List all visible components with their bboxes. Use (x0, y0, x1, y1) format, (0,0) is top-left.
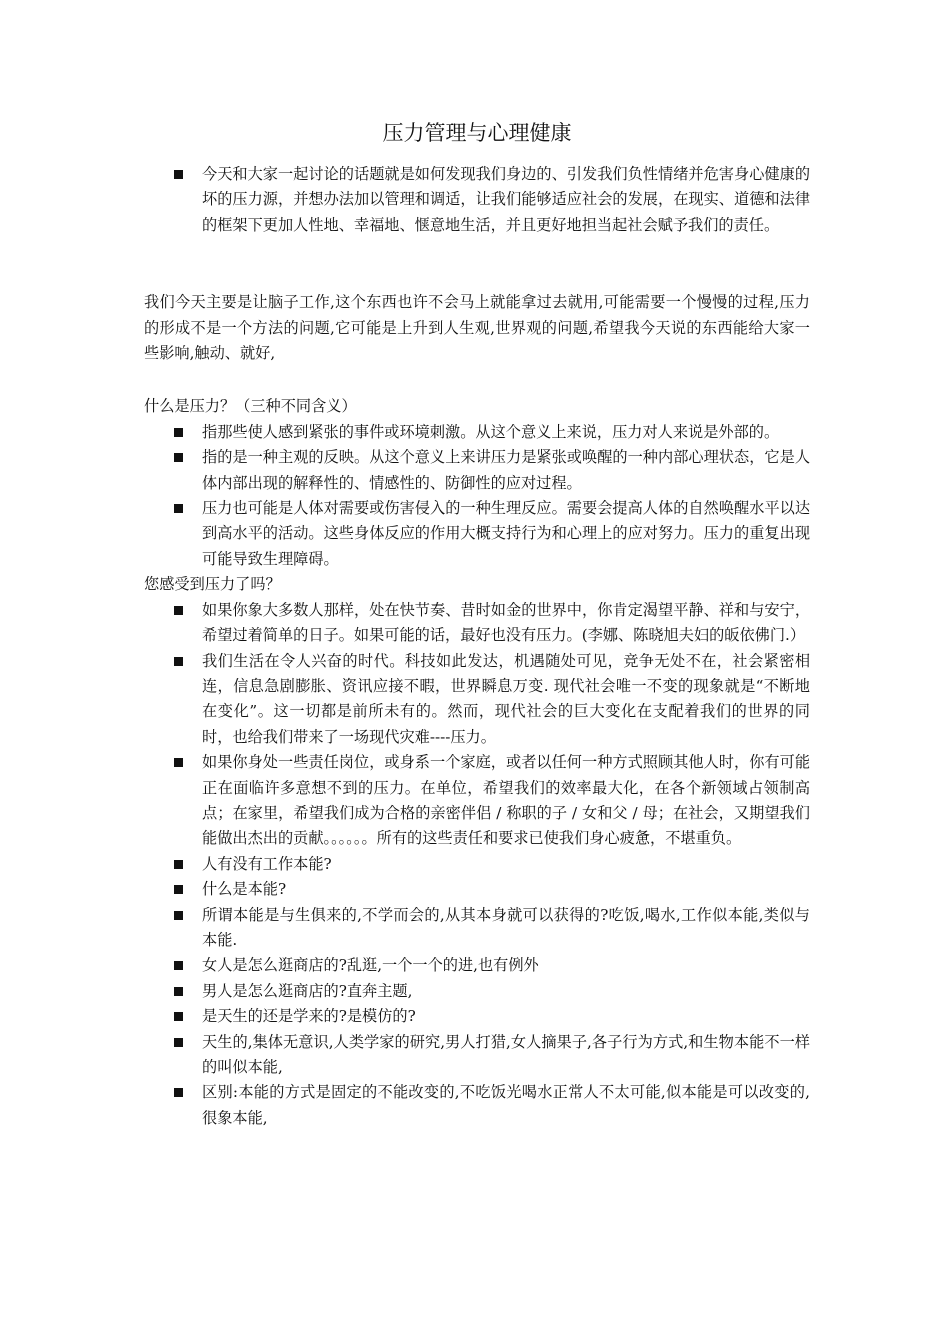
list-item-text: 区别:本能的方式是固定的不能改变的,不吃饭光喝水正常人不太可能,似本能是可以改变的,很象本能, (202, 1083, 810, 1127)
square-bullet-icon (174, 860, 183, 869)
list-item-text: 所谓本能是与生俱来的,不学而会的,从其本身就可以获得的?吃饭,喝水,工作似本能,类似与本能. (202, 905, 810, 949)
square-bullet-icon (174, 453, 183, 462)
body-paragraph: 我们今天主要是让脑子工作,这个东西也许不会马上就能拿过去就用,可能需要一个慢慢的过程,压力的形成不是一个方法的问题,它可能是上升到人生观,世界观的问题,希望我今天说的东西能给大家一些影响,触动、就好, (144, 293, 810, 363)
list-item-text: 今天和大家一起讨论的话题就是如何发现我们身边的、引发我们负性情绪并危害身心健康的坏的压力源，并想办法加以管理和调适，让我们能够适应社会的发展，在现实、道德和法律的框架下更加人性地、幸福地、惬意地生活，并且更好地担当起社会赋予我们的责任。 (202, 165, 810, 234)
list-item (144, 496, 810, 572)
list-item (144, 162, 810, 238)
list-item-text: 我们生活在令人兴奋的时代。科技如此发达，机遇随处可见，竞争无处不在，社会紧密相连，信息急剧膨胀、资讯应接不暇，世界瞬息万变. 现代社会唯一不变的现象就是“不断地在变化”。这一切都是前所未有的。然而，现代社会的巨大变化在支配着我们的世界的同时，也给我们带来了一场现代灾难----压力。 (202, 651, 810, 746)
list-item-text: 女人是怎么逛商店的?乱逛,一个一个的进,也有例外 (202, 956, 539, 975)
list-item (144, 1030, 810, 1081)
list-item-text: 人有没有工作本能? (202, 854, 332, 873)
square-bullet-icon (174, 428, 183, 437)
list-item (144, 1004, 810, 1029)
square-bullet-icon (174, 170, 183, 179)
square-bullet-icon (174, 1088, 183, 1097)
square-bullet-icon (174, 1012, 183, 1021)
section-heading-feel-stress: 您感受到压力了吗？ (144, 575, 281, 594)
list-item (144, 852, 810, 877)
list-item (144, 903, 810, 954)
list-item-text: 压力也可能是人体对需要或伤害侵入的一种生理反应。需要会提高人体的自然唤醒水平以达到高水平的活动。这些身体反应的作用大概支持行为和心理上的应对努力。压力的重复出现可能导致生理障碍。 (202, 499, 810, 568)
list-item-text: 是天生的还是学来的?是模仿的? (202, 1007, 416, 1026)
page-title: 压力管理与心理健康 (382, 121, 572, 145)
list-item (144, 979, 810, 1004)
spacer (144, 238, 810, 290)
list-item-text: 天生的,集体无意识,人类学家的研究,男人打猎,女人摘果子,各子行为方式,和生物本能不一样的叫似本能, (202, 1032, 810, 1076)
square-bullet-icon (174, 911, 183, 920)
square-bullet-icon (174, 657, 183, 666)
intro-list (144, 162, 810, 238)
list-item (144, 598, 810, 649)
section-heading-what-is-stress: 什么是压力？（三种不同含义） (144, 397, 357, 416)
list-item (144, 420, 810, 445)
list-item-text: 指的是一种主观的反映。从这个意义上来讲压力是紧张或唤醒的一种内部心理状态，它是人体内部出现的解释性的、情感性的、防御性的应对过程。 (202, 448, 810, 492)
square-bullet-icon (174, 606, 183, 615)
list-item-text: 如果你象大多数人那样，处在快节奏、昔时如金的世界中，你肯定渴望平静、祥和与安宁，希望过着简单的日子。如果可能的话，最好也没有压力。(李娜、陈晓旭夫妇的皈依佛门.） (202, 600, 810, 645)
square-bullet-icon (174, 758, 183, 767)
list-item (144, 649, 810, 751)
list-item (144, 750, 810, 852)
document-page (144, 118, 810, 1131)
square-bullet-icon (174, 885, 183, 894)
square-bullet-icon (174, 961, 183, 970)
feel-stress-list (144, 598, 810, 1132)
stress-meaning-list (144, 420, 810, 572)
square-bullet-icon (174, 987, 183, 996)
list-item-text: 男人是怎么逛商店的?直奔主题, (202, 981, 413, 1000)
square-bullet-icon (174, 504, 183, 513)
spacer (144, 366, 810, 394)
list-item (144, 953, 810, 978)
list-item (144, 445, 810, 496)
list-item-text: 什么是本能? (202, 880, 287, 899)
square-bullet-icon (174, 1038, 183, 1047)
list-item (144, 877, 810, 902)
list-item-text: 如果你身处一些责任岗位，或身系一个家庭，或者以任何一种方式照顾其他人时，你有可能正在面临许多意想不到的压力。在单位，希望我们的效率最大化，在各个新领域占领制高点；在家里，希望我们成为合格的亲密伴侣 / 称职的子 / 女和父 / 母；在社会，又期望我们能做出杰出的贡献。。。。。。所有的这些责任和要求已使我们身心疲惫，不堪重负。 (202, 753, 810, 848)
list-item (144, 1080, 810, 1131)
list-item-text: 指那些使人感到紧张的事件或环境刺激。从这个意义上来说，压力对人来说是外部的。 (202, 422, 780, 441)
